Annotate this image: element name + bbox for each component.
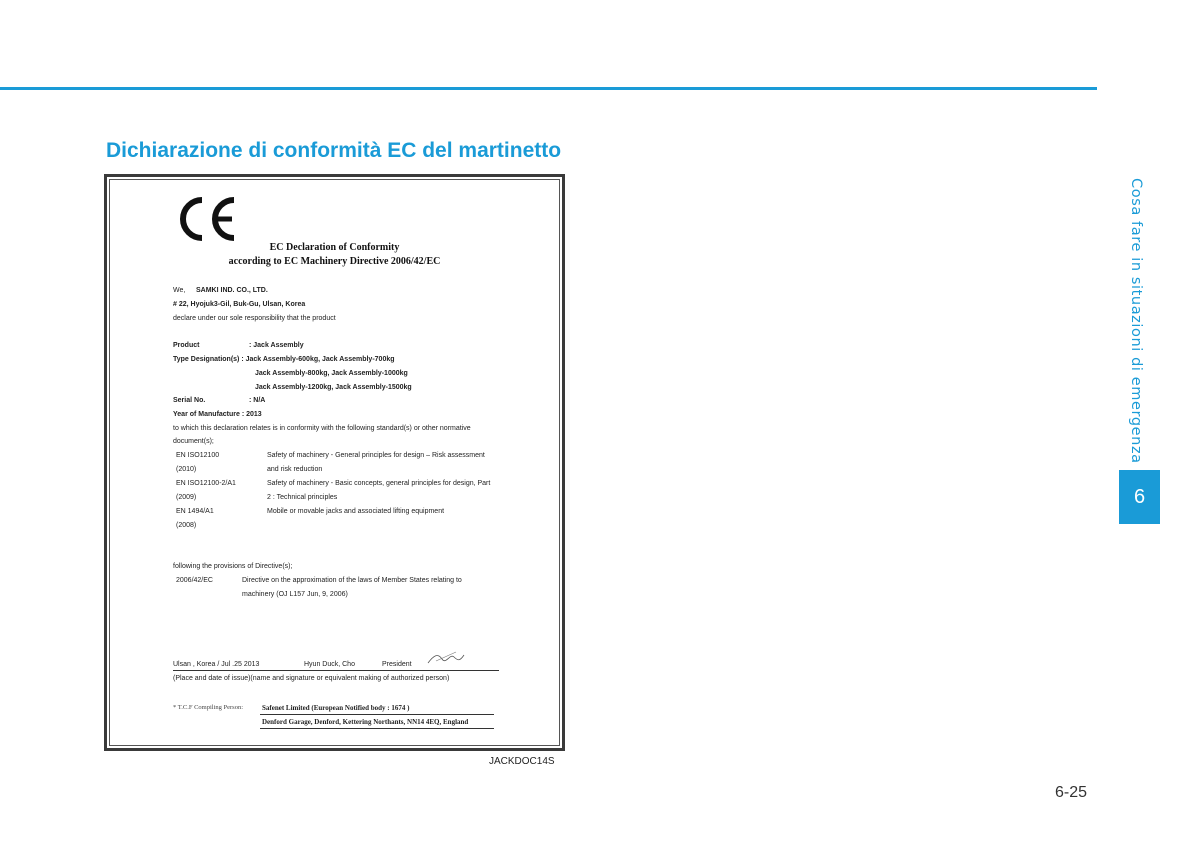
standard-code: EN 1494/A1 [176, 508, 214, 515]
place-date: Ulsan , Korea / Jul .25 2013 [173, 661, 260, 668]
standard-year: (2008) [176, 522, 197, 529]
standard-year: (2010) [176, 466, 197, 473]
standard-year: (2009) [176, 494, 197, 501]
conformity-text-2: document(s); [173, 438, 214, 445]
we-label: We, [173, 287, 186, 294]
signer-name: Hyun Duck, Cho [304, 661, 355, 668]
product-label: Product [173, 342, 200, 349]
type-designation-2: Jack Assembly-800kg, Jack Assembly-1000kg [255, 370, 408, 377]
standard-desc: Safety of machinery - General principles for design – Risk assessment [267, 452, 485, 459]
type-designation: Type Designation(s) : Jack Assembly-600kg, Jack Assembly-700kg [173, 356, 395, 363]
declaration-inner-border [109, 179, 560, 746]
company-name: SAMKI IND. CO., LTD. [196, 287, 268, 294]
standard-desc-cont: 2 : Technical principles [267, 494, 338, 501]
company-address: # 22, Hyojuk3-Gil, Buk-Gu, Ulsan, Korea [173, 301, 306, 308]
chapter-tab: 6 [1119, 470, 1160, 524]
standard-code: EN ISO12100 [176, 452, 220, 459]
page-number: 6-25 [1055, 784, 1088, 801]
signature-icon [426, 649, 466, 667]
conformity-text-1: to which this declaration relates is in conformity with the following standard(s) or other normative [173, 425, 471, 432]
tcf-label: * T.C.F Compiling Person: [173, 704, 244, 711]
image-caption: JACKDOC14S [489, 756, 555, 767]
ce-mark-icon [174, 196, 238, 242]
directive-desc-2: machinery (OJ L157 Jun, 9, 2006) [242, 591, 348, 598]
standard-code: EN ISO12100-2/A1 [176, 480, 236, 487]
section-title: Dichiarazione di conformità EC del martinetto [106, 139, 562, 162]
declaration-document [104, 174, 565, 751]
tcf-underline-1 [260, 714, 494, 715]
directive-code: 2006/42/EC [176, 577, 213, 584]
chapter-title: Cosa fare in situazioni di emergenza [1128, 178, 1144, 464]
directive-desc-1: Directive on the approximation of the laws of Member States relating to [242, 577, 462, 584]
provisions-label: following the provisions of Directive(s); [173, 563, 293, 570]
signature-caption: (Place and date of issue)(name and signature or equivalent making of authorized person) [173, 675, 450, 682]
serial-value: : N/A [249, 397, 266, 404]
year-of-manufacture: Year of Manufacture : 2013 [173, 411, 262, 418]
declare-text: declare under our sole responsibility that the product [173, 315, 336, 322]
type-designation-3: Jack Assembly-1200kg, Jack Assembly-1500kg [255, 384, 412, 391]
top-rule [0, 87, 1097, 90]
tcf-line-2: Denford Garage, Denford, Kettering Northants, NN14 4EQ, England [262, 718, 469, 726]
standard-desc-cont: and risk reduction [267, 466, 323, 473]
declaration-heading-2: according to EC Machinery Directive 2006/42/EC [228, 256, 441, 267]
signature-line [173, 670, 499, 671]
serial-label: Serial No. [173, 397, 206, 404]
signer-title: President [382, 661, 412, 668]
tcf-line-1: Safenet Limited (European Notified body : 1674 ) [262, 704, 410, 712]
tcf-underline-2 [260, 728, 494, 729]
standard-desc: Mobile or movable jacks and associated lifting equipment [267, 508, 445, 515]
standard-desc: Safety of machinery - Basic concepts, general principles for design, Part [267, 480, 491, 487]
declaration-heading-1: EC Declaration of Conformity [269, 242, 400, 253]
product-value: : Jack Assembly [249, 342, 304, 349]
